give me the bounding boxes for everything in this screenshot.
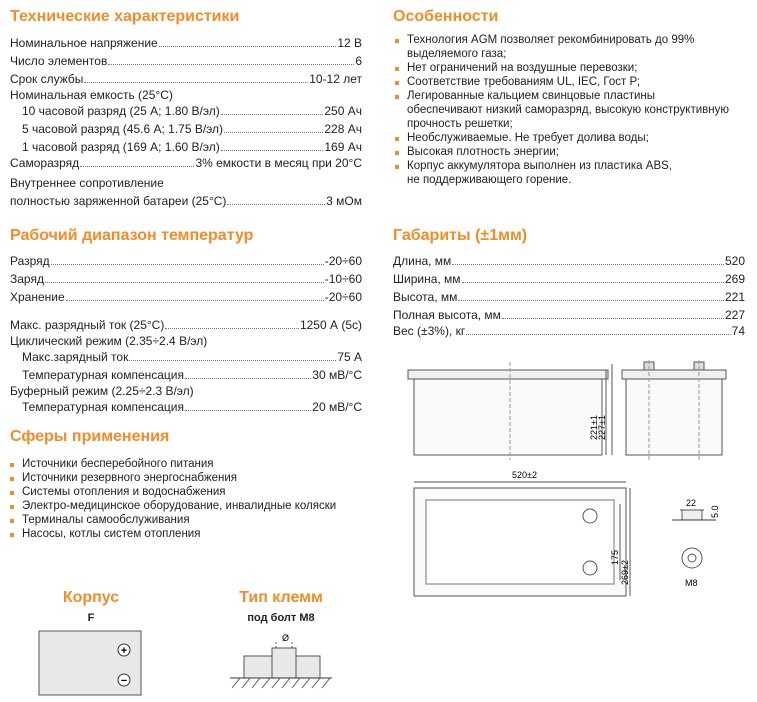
minus-label: − <box>120 675 128 687</box>
plus-label: + <box>120 645 128 657</box>
battery-drawing <box>400 360 750 600</box>
features-title: Особенности <box>393 8 499 25</box>
spec-label: 1 часовой разряд (169 А; 1.60 В/эл) <box>22 140 220 154</box>
buffer-row-compensation <box>22 400 362 414</box>
spec-row-cells <box>10 54 362 68</box>
capacity-row-1h <box>22 140 362 154</box>
max-discharge-row <box>10 318 362 332</box>
spec-row-self-discharge <box>10 156 362 170</box>
end-view <box>622 360 726 460</box>
dim-value: 74 <box>731 324 745 338</box>
spec-label: полностью заряженной батареи (25°С) <box>10 194 227 208</box>
height-b-label: 227±1 <box>597 415 607 440</box>
features-list <box>393 33 729 187</box>
dimensions-title: Габариты (±1мм) <box>393 227 528 244</box>
temp-label: Температурная компенсация <box>22 400 184 414</box>
temp-value: 20 мВ/°С <box>312 400 362 414</box>
dim-row-total-height <box>393 308 745 322</box>
dim-label: Ширина, мм <box>393 272 461 286</box>
length-label: 520±2 <box>512 470 537 480</box>
temp-value: -20÷60 <box>324 254 362 268</box>
case-drawing <box>38 630 142 696</box>
dim-row-width <box>393 272 745 286</box>
list-item: Необслуживаемые. Не требует долива воды; <box>393 131 729 145</box>
list-item: Терминалы самообслуживания <box>8 513 336 527</box>
temp-label: Температурная компенсация <box>22 368 184 382</box>
terminal-detail <box>672 498 720 588</box>
specs-title: Технические характеристики <box>10 8 240 25</box>
dim-value: 520 <box>724 254 745 268</box>
temperature-title: Рабочий диапазон температур <box>10 227 254 244</box>
applications-list <box>8 457 336 541</box>
temp-row-storage <box>10 290 362 304</box>
dim-value: 221 <box>724 290 745 304</box>
spec-label: Срок службы <box>10 72 84 86</box>
dim-label: Высота, мм <box>393 290 458 304</box>
terminal-value: под болт М8 <box>247 612 315 624</box>
spec-row-lifetime <box>10 72 362 86</box>
buffer-title: Буферный режим (2.25÷2.3 В/эл) <box>10 384 194 398</box>
spec-label: Число элементов <box>10 54 108 68</box>
temp-label: Хранение <box>10 290 65 304</box>
temp-label: Макс.зарядный ток <box>22 350 129 364</box>
spec-label: Саморазряд <box>10 156 80 170</box>
spec-value: 250 Ач <box>324 104 362 118</box>
dim-value: 227 <box>724 308 745 322</box>
cyclic-row-current <box>22 350 362 364</box>
list-item: Высокая плотность энергии; <box>393 145 729 159</box>
terminal-drawing <box>226 628 336 698</box>
spec-value: 12 В <box>337 36 362 50</box>
temp-value: 75 А <box>337 350 362 364</box>
temp-label: Макс. разрядный ток (25°С) <box>10 318 165 332</box>
list-item: Системы отопления и водоснабжения <box>8 485 336 499</box>
capacity-title: Номинальная емкость (25°С) <box>10 88 173 102</box>
list-item: Нет ограничений на воздушные перевозки; <box>393 61 729 75</box>
term-width-label: 22 <box>686 498 697 508</box>
top-view <box>414 470 630 596</box>
spec-value: 228 Ач <box>324 122 362 136</box>
cyclic-row-compensation <box>22 368 362 382</box>
temp-value: 1250 А (5с) <box>299 318 362 332</box>
list-item: Электро-медицинское оборудование, инвалидные коляски <box>8 499 336 513</box>
spec-label: Номинальное напряжение <box>10 36 158 50</box>
dim-label: Вес (±3%), кг <box>393 324 466 338</box>
temp-label: Разряд <box>10 254 50 268</box>
spec-row-resistance <box>10 194 362 208</box>
temp-row-charge <box>10 272 362 286</box>
list-item: Соответствие требованиям UL, IEC, Гост Р; <box>393 75 729 89</box>
applications-title: Сферы применения <box>10 428 170 445</box>
dim-value: 269 <box>724 272 745 286</box>
term-height-label: 5.0 <box>710 505 720 518</box>
dim-row-length <box>393 254 745 268</box>
temp-value: 30 мВ/°С <box>312 368 362 382</box>
temp-row-discharge <box>10 254 362 268</box>
resistance-line1: Внутреннее сопротивление <box>10 176 164 190</box>
spec-value: 3 мОм <box>326 194 362 208</box>
width-b-label: 269±2 <box>620 560 630 585</box>
spec-value: 10-12 лет <box>309 72 362 86</box>
width-a-label: 175 <box>610 549 620 565</box>
temp-value: -10÷60 <box>324 272 362 286</box>
capacity-row-10h <box>22 104 362 118</box>
terminal-title: Тип клемм <box>239 589 323 606</box>
list-item: Технология AGM позволяет рекомбинировать до 99% выделяемого газа; <box>393 33 729 61</box>
spec-label: 10 часовой разряд (25 А; 1.80 В/эл) <box>22 104 220 118</box>
spec-value: 3% емкости в месяц при 20°С <box>195 156 362 170</box>
list-item: Легированные кальцием свинцовые пластины обеспечивают низкий саморазряд, высокую конструктивную прочность решетки; <box>393 89 729 131</box>
case-title: Корпус <box>62 589 120 606</box>
dim-label: Длина, мм <box>393 254 452 268</box>
list-item: Источники бесперебойного питания <box>8 457 336 471</box>
case-value: F <box>87 612 95 624</box>
spec-row-voltage <box>10 36 362 50</box>
bolt-label: M8 <box>685 578 698 588</box>
cyclic-title: Циклический режим (2.35÷2.4 В/эл) <box>10 334 208 348</box>
diameter-label: Ø <box>282 633 290 643</box>
list-item: Источники резервного энергоснабжения <box>8 471 336 485</box>
side-view <box>408 362 612 460</box>
dim-label: Полная высота, мм <box>393 308 501 322</box>
spec-value: 169 Ач <box>324 140 362 154</box>
list-item: Насосы, котлы систем отопления <box>8 527 336 541</box>
temp-value: -20÷60 <box>324 290 362 304</box>
height-a-label: 221±1 <box>589 415 599 440</box>
list-item: Корпус аккумулятора выполнен из пластика ABS, не поддерживающего горение. <box>393 159 729 187</box>
dim-row-weight <box>393 324 745 338</box>
spec-value: 6 <box>355 54 362 68</box>
dim-row-height <box>393 290 745 304</box>
spec-label: 5 часовой разряд (45.6 А; 1.75 В/эл) <box>22 122 224 136</box>
temp-label: Заряд <box>10 272 44 286</box>
capacity-row-5h <box>22 122 362 136</box>
